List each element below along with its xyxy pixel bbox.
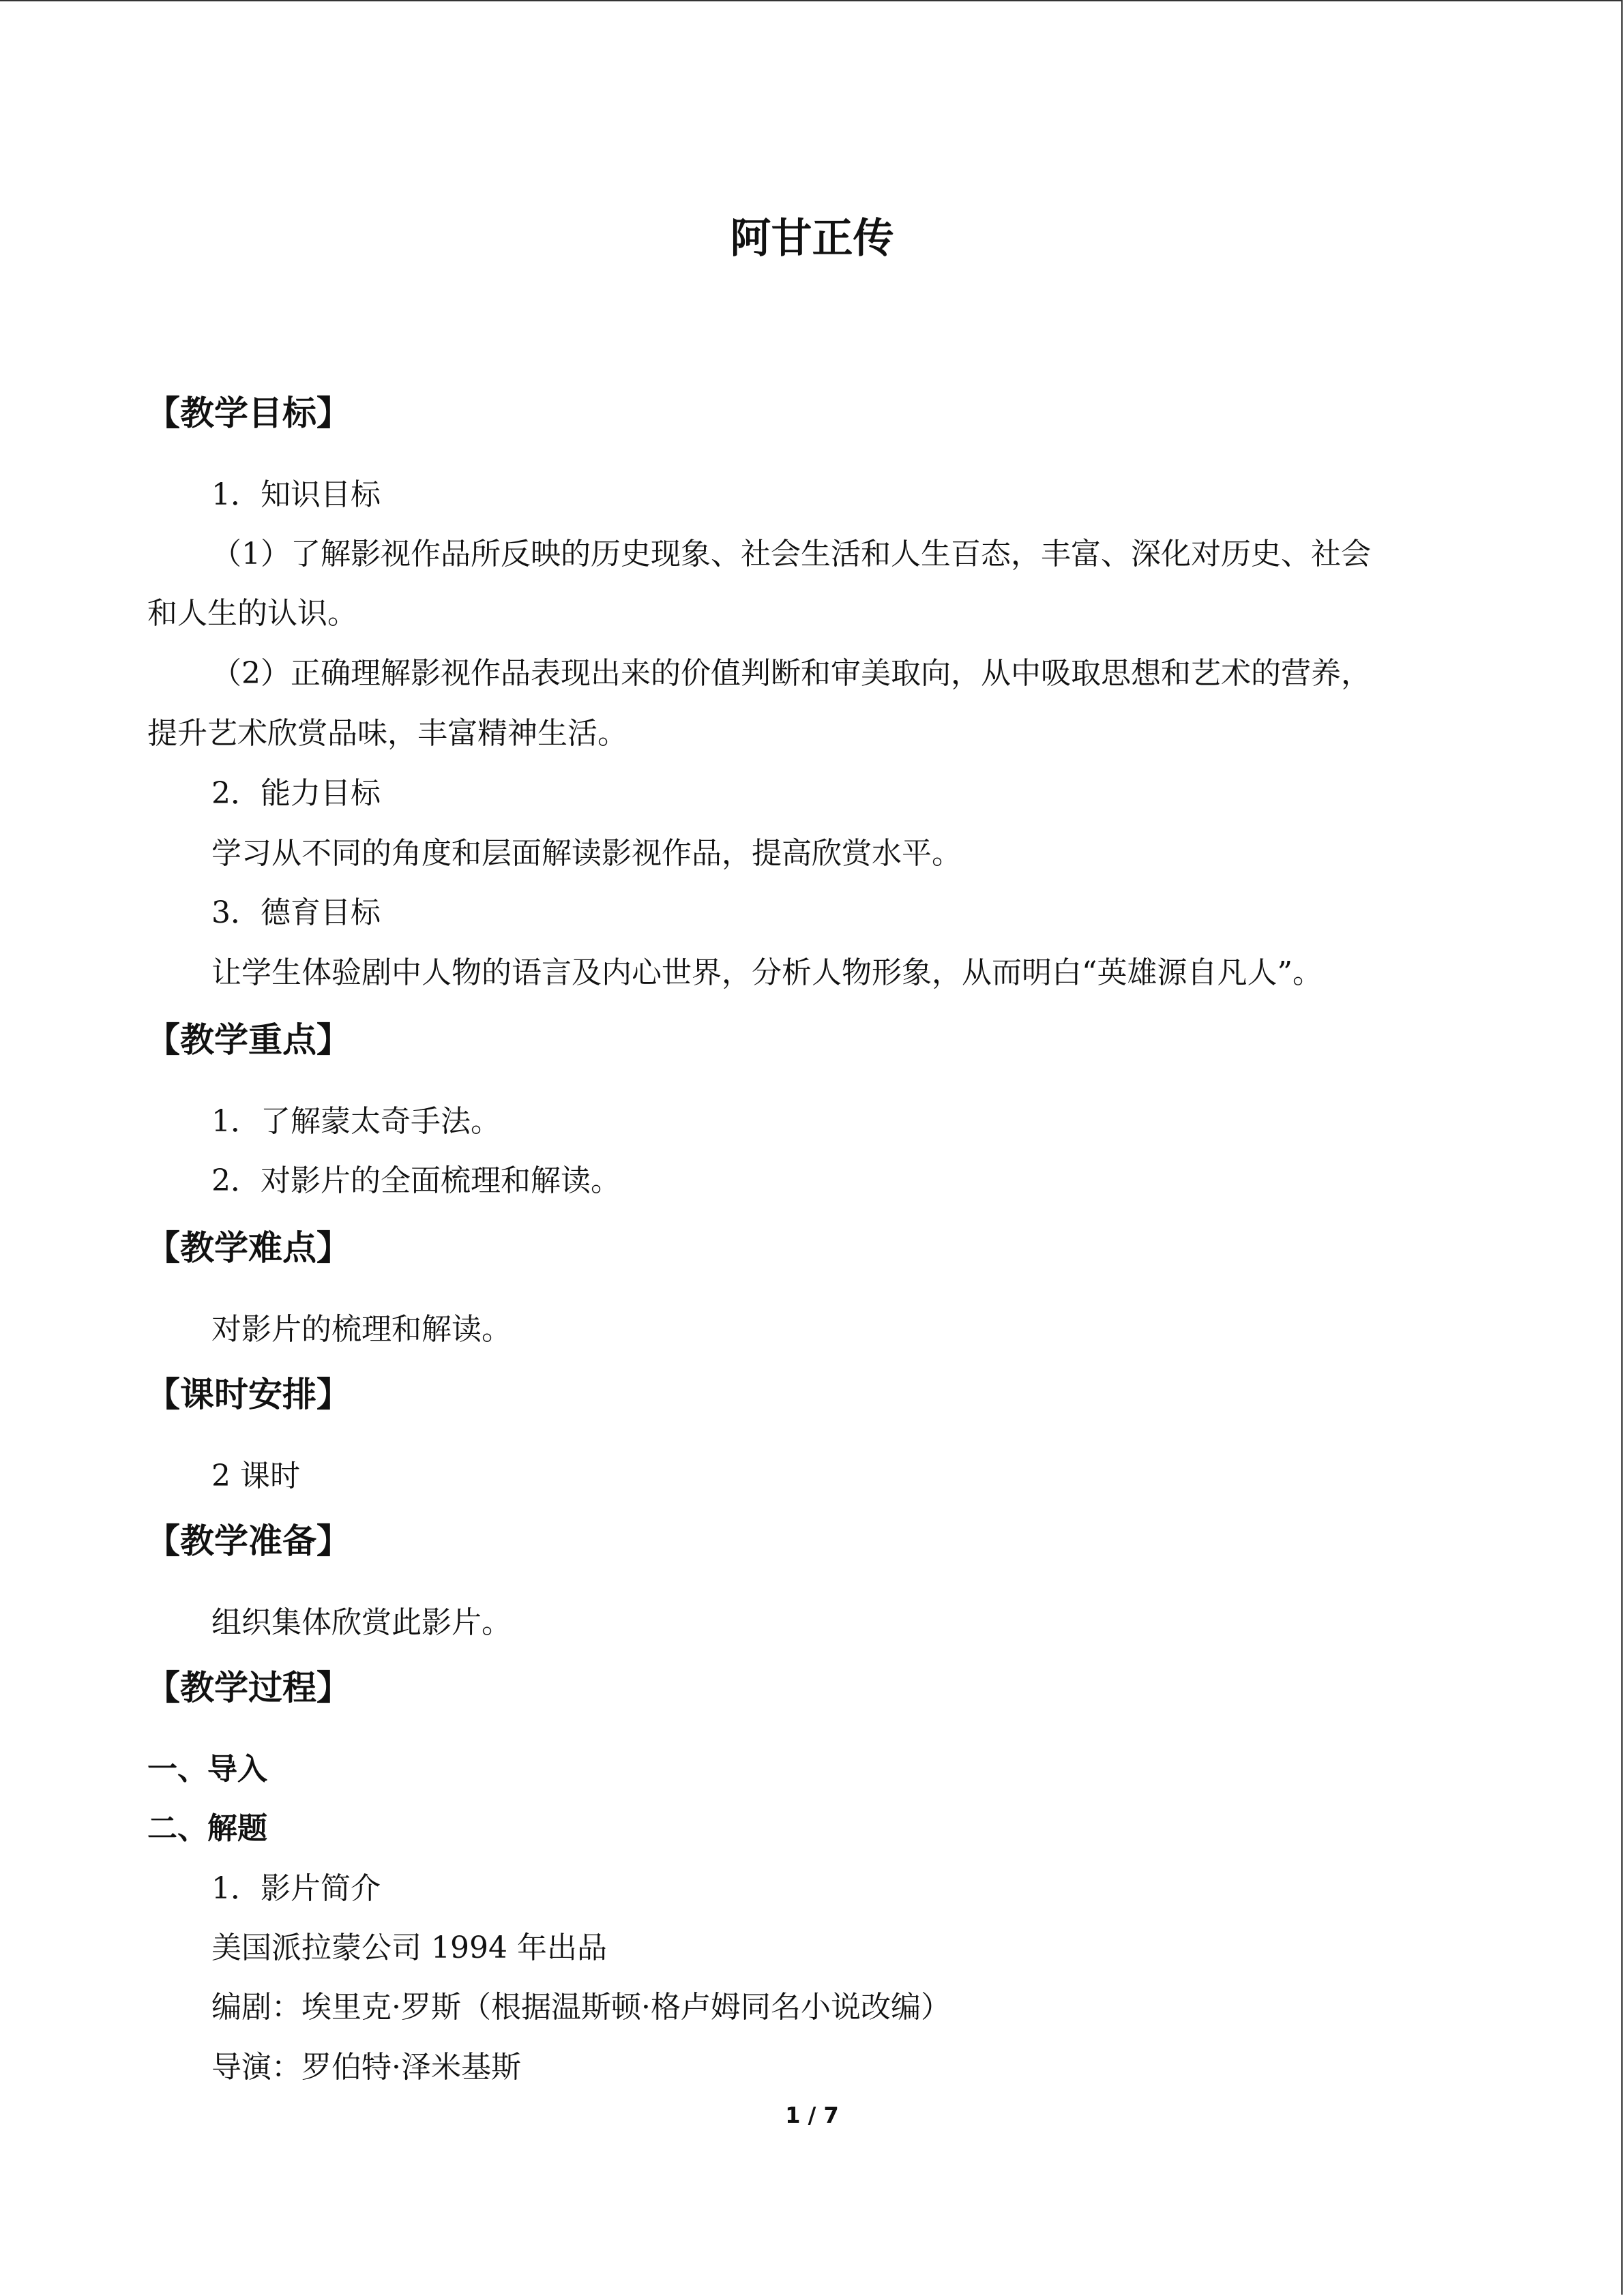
preparation-text: 组织集体欣赏此影片。: [211, 1605, 512, 1640]
key-point-item2: 2．对影片的全面梳理和解读。: [211, 1163, 621, 1198]
moral-objective-text: 让学生体验剧中人物的语言及内心世界，分析人物形象，从而明白“英雄源自凡人”。: [211, 955, 1323, 990]
ability-objective-label: 2．能力目标: [211, 776, 381, 811]
heading-schedule: 【课时安排】: [146, 1375, 351, 1414]
process-step-intro: 一、导入: [147, 1752, 267, 1787]
ability-objective-text: 学习从不同的角度和层面解读影视作品，提高欣赏水平。: [211, 836, 962, 871]
difficulties-text: 对影片的梳理和解读。: [211, 1312, 512, 1347]
knowledge-item1-line1: （1）了解影视作品所反映的历史现象、社会生活和人生百态，丰富、深化对历史、社会: [211, 537, 1371, 571]
process-step-explain: 二、解题: [147, 1811, 267, 1846]
document-title: 阿甘正传: [730, 215, 894, 263]
film-producer: 美国派拉蒙公司 1994 年出品: [211, 1930, 607, 1965]
heading-difficulties: 【教学难点】: [146, 1228, 351, 1268]
knowledge-item2-line1: （2）正确理解影视作品表现出来的价值判断和审美取向，从中吸取思想和艺术的营养，: [211, 656, 1371, 691]
film-director: 导演：罗伯特·泽米基斯: [211, 2050, 521, 2085]
heading-key-points: 【教学重点】: [146, 1020, 351, 1060]
film-intro-label: 1．影片简介: [211, 1871, 381, 1906]
moral-objective-label: 3．德育目标: [211, 895, 381, 930]
schedule-text: 2 课时: [211, 1459, 300, 1493]
heading-preparation: 【教学准备】: [146, 1521, 351, 1561]
heading-objectives: 【教学目标】: [146, 393, 351, 433]
page-number: 1 / 7: [785, 2102, 839, 2128]
knowledge-item2-line2: 提升艺术欣赏品味，丰富精神生活。: [147, 716, 628, 751]
key-point-item1: 1．了解蒙太奇手法。: [211, 1104, 501, 1139]
heading-process: 【教学过程】: [146, 1668, 351, 1708]
film-screenwriter: 编剧：埃里克·罗斯（根据温斯顿·格卢姆同名小说改编）: [211, 1990, 951, 2025]
knowledge-item1-line2: 和人生的认识。: [147, 596, 357, 631]
knowledge-objective-label: 1．知识目标: [211, 477, 381, 512]
